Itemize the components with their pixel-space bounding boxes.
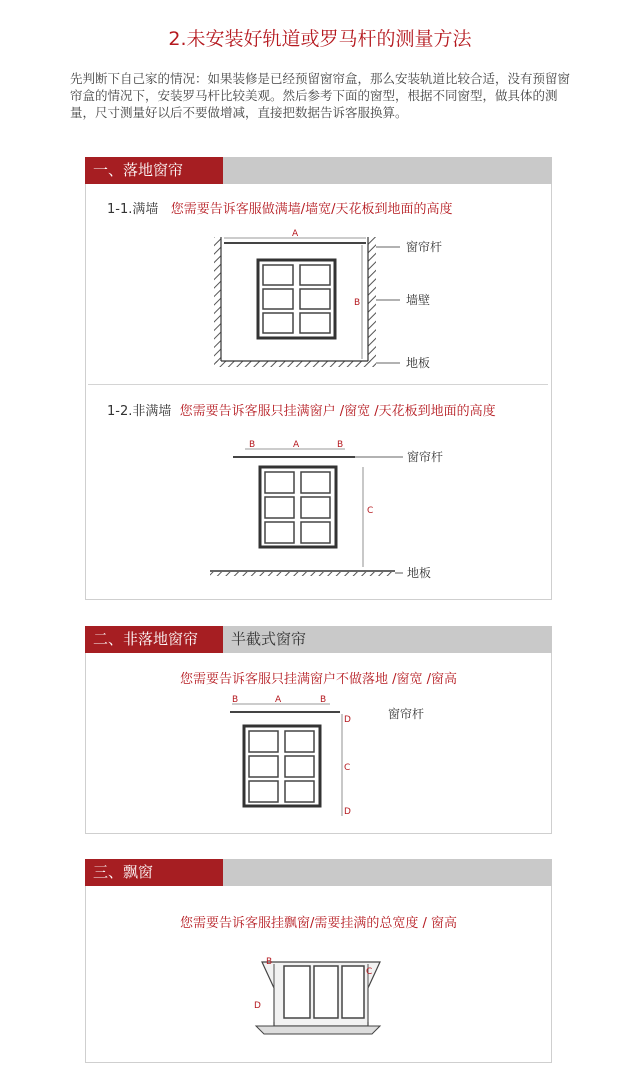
section-instruction: 您需要告诉客服挂飘窗/需要挂满的总宽度 / 窗高 <box>179 916 458 931</box>
label-b: B <box>266 957 273 967</box>
label-b-left: B <box>232 695 239 705</box>
item-caption-full-wall <box>107 198 453 217</box>
section-heading: 三、飘窗 <box>85 859 223 886</box>
item-instruction: 您需要告诉客服做满墙/墙宽/天花板到地面的高度 <box>170 202 453 217</box>
section-header-floor-curtain <box>85 157 552 184</box>
label-floor: 地板 <box>406 356 431 370</box>
diagram-bay-window <box>250 950 390 1040</box>
label-b-left: B <box>249 440 256 450</box>
label-rod: 窗帘杆 <box>406 240 443 254</box>
label-a: A <box>292 229 299 239</box>
section-header-bay-window <box>85 859 552 886</box>
item-instruction: 您需要告诉客服只挂满窗户 /窗宽 /天花板到地面的高度 <box>179 404 496 419</box>
intro-paragraph: 先判断下自己家的情况：如果装修是已经预留窗帘盒，那么安装轨道比较合适，没有预留窗帘盒的情况下，安装罗马杆比较美观。然后参考下面的窗型，根据不同窗型，做具体的测量，尺寸测量好以后不要做增减，直接把数据告诉客服换算。 <box>70 71 571 120</box>
label-rod: 窗帘杆 <box>407 450 444 464</box>
diagram-partial-wall <box>205 435 465 585</box>
page-title: 2.未安装好轨道或罗马杆的测量方法 <box>168 28 472 50</box>
item-prefix: 1-1.满墙 <box>107 202 159 217</box>
label-c: C <box>367 506 374 516</box>
section-instruction: 您需要告诉客服只挂满窗户不做落地 /窗宽 /窗高 <box>179 672 458 687</box>
label-c: C <box>344 763 351 773</box>
section-subheading: 半截式窗帘 <box>231 630 307 648</box>
label-a: A <box>275 695 282 705</box>
label-floor: 地板 <box>407 566 432 580</box>
label-a: A <box>293 440 300 450</box>
label-d: D <box>254 1001 261 1011</box>
label-b-right: B <box>320 695 327 705</box>
label-d-bottom: D <box>344 807 351 817</box>
diagram-half-curtain <box>220 690 440 820</box>
diagram-full-wall <box>200 225 460 375</box>
item-prefix: 1-2.非满墙 <box>107 404 172 419</box>
item-caption-partial-wall <box>107 400 496 419</box>
label-wall: 墙壁 <box>406 293 431 307</box>
label-b: B <box>354 298 361 308</box>
label-b-right: B <box>337 440 344 450</box>
label-d-top: D <box>344 715 351 725</box>
section-heading: 一、落地窗帘 <box>85 157 223 184</box>
label-rod: 窗帘杆 <box>388 707 425 721</box>
section-heading: 二、非落地窗帘 <box>85 626 223 653</box>
label-c: C <box>366 967 373 977</box>
section-divider <box>88 384 548 385</box>
section-header-non-floor-curtain <box>85 626 552 653</box>
